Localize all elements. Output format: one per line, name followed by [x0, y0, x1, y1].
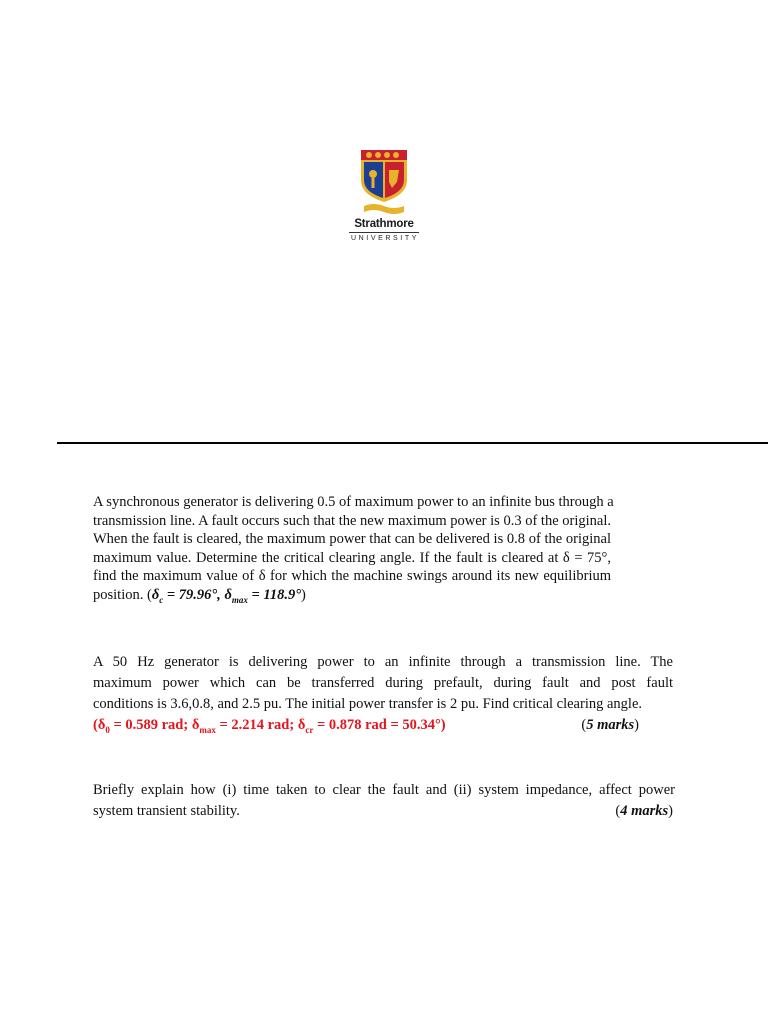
marks-value: 4 marks [620, 803, 669, 819]
question-1-line: transmission line. A fault occurs such that the new maximum power is 0.3 of the original. [93, 512, 611, 529]
university-crest-icon [358, 148, 410, 214]
university-subtitle: UNIVERSITY [350, 235, 419, 242]
question-3-last-row [93, 801, 675, 822]
section-divider [57, 442, 768, 444]
question-2-line: conditions is 3.6,0.8, and 2.5 pu. The initial power transfer is 2 pu. Find critical clearing angle. [93, 696, 643, 712]
question-2-line: maximum power which can be transferred during prefault, during fault and post fault [93, 675, 673, 691]
university-logo [338, 148, 430, 242]
question-3-line: system transient stability. [93, 803, 240, 819]
answer-delta-c [152, 587, 301, 603]
question-1-line: find the maximum value of δ for which the machine swings around its new equilibrium [93, 568, 611, 584]
answer-subscript: cr [305, 724, 314, 735]
delta-subscript: max [231, 594, 248, 605]
question-3-line: Briefly explain how (i) time taken to clear the fault and (ii) system impedance, affect power [93, 782, 675, 798]
question-2-answer-row [93, 715, 673, 736]
delta-value: = 79.96°, [163, 586, 225, 603]
delta-value: = 118.9° [247, 586, 302, 603]
answer-prefix: position. ( [93, 586, 152, 603]
answer-subscript: 0 [105, 724, 110, 735]
question-1-line: A synchronous generator is delivering 0.5 of maximum power to an infinite bus through a [93, 494, 614, 510]
question-1-answer-line [93, 586, 611, 605]
marks-paren: ) [668, 803, 673, 819]
delta-subscript: c [159, 594, 164, 605]
logo-divider [349, 232, 419, 233]
delta-symbol: δ [224, 586, 232, 603]
question-2 [93, 652, 673, 736]
answer-subscript: max [199, 724, 216, 735]
question-1 [93, 493, 614, 605]
marks-paren: ) [634, 717, 639, 733]
question-2-marks [581, 715, 673, 736]
question-3-marks [615, 801, 675, 822]
question-1-line: maximum value. Determine the critical clearing angle. If the fault is cleared at δ = 75°, [93, 549, 611, 566]
delta-symbol: δ [151, 586, 160, 603]
answer-part: = 0.589 rad; δ [109, 717, 200, 733]
answer-part: = 2.214 rad; δ [215, 717, 306, 733]
question-1-line: When the fault is cleared, the maximum power that can be delivered is 0.8 of the original [93, 531, 611, 547]
marks-paren: ( [581, 717, 587, 733]
answer-suffix: ) [301, 586, 306, 603]
answer-part: = 0.878 rad = 50.34°) [313, 717, 446, 733]
question-2-answer [93, 715, 446, 736]
marks-paren: ( [615, 803, 621, 819]
marks-value: 5 marks [586, 717, 635, 733]
answer-part: (δ [93, 717, 106, 733]
university-name: Strathmore [354, 218, 414, 230]
question-2-line: A 50 Hz generator is delivering power to an infinite through a transmission line. The [93, 654, 673, 670]
question-3 [93, 780, 675, 822]
